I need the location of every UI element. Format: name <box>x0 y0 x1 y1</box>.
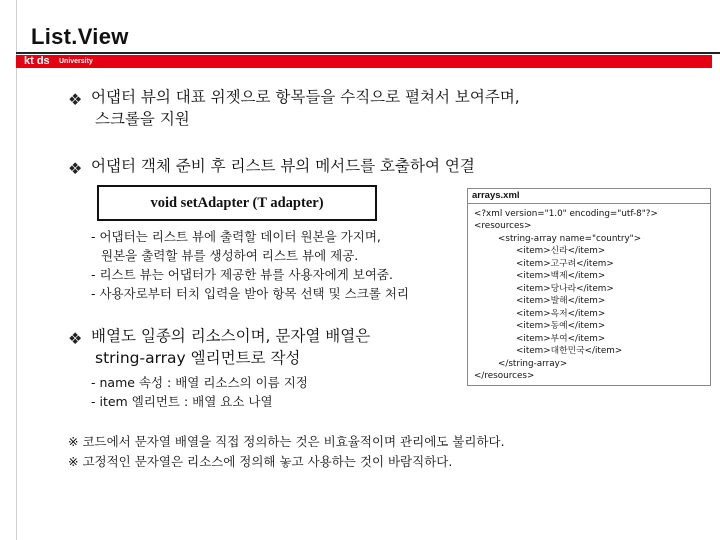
page-title: List.View <box>31 24 129 49</box>
method-signature-box <box>97 185 377 221</box>
adapter-note-2: 원본을 출력할 뷰를 생성하여 리스트 뷰에 제공. <box>101 248 359 263</box>
xml-code-panel <box>467 188 711 386</box>
diamond-bullet-icon: ❖ <box>68 90 83 109</box>
xml-title-divider <box>468 203 710 204</box>
logo-subtext: University <box>59 58 93 65</box>
xml-line: <item>고구려</item> <box>516 259 614 269</box>
xml-line: <item>옥저</item> <box>516 309 606 319</box>
bullet-1-line-2: 스크롤을 지원 <box>95 110 190 128</box>
left-margin-rule <box>16 0 17 540</box>
xml-line: <resources> <box>474 221 532 231</box>
xml-line: <item>동예</item> <box>516 321 606 331</box>
array-note-2: - item 엘리먼트 : 배열 요소 나열 <box>91 394 273 409</box>
bullet-3-line-2: string-array 엘리먼트로 작성 <box>95 349 301 367</box>
bullet-3-line-1: 배열도 일종의 리소스이며, 문자열 배열은 <box>91 327 371 345</box>
title-divider <box>16 52 720 54</box>
diamond-bullet-icon: ❖ <box>68 159 83 178</box>
footnote-1: ※ 코드에서 문자열 배열을 직접 정의하는 것은 비효율적이며 관리에도 불리하다. <box>68 434 505 449</box>
diamond-bullet-icon: ❖ <box>68 329 83 348</box>
xml-line: </resources> <box>474 371 535 381</box>
xml-file-name: arrays.xml <box>472 190 520 201</box>
adapter-note-3: - 리스트 뷰는 어댑터가 제공한 뷰를 사용자에게 보여줌. <box>91 267 393 282</box>
xml-line: <item>발해</item> <box>516 296 606 306</box>
adapter-note-4: - 사용자로부터 터치 입력을 받아 항목 선택 및 스크롤 처리 <box>91 286 409 301</box>
xml-line: <string-array name="country"> <box>498 234 642 244</box>
bullet-1-line-1: 어댑터 뷰의 대표 위젯으로 항목들을 수직으로 펼쳐서 보여주며, <box>91 88 520 106</box>
xml-line: <item>백제</item> <box>516 271 606 281</box>
array-note-1: - name 속성 : 배열 리소스의 이름 지정 <box>91 375 308 390</box>
logo-text: kt ds <box>24 55 50 67</box>
xml-line: <?xml version="1.0" encoding="utf-8"?> <box>474 209 658 219</box>
xml-line: <item>신라</item> <box>516 246 606 256</box>
adapter-note-1: - 어댑터는 리스트 뷰에 출력할 데이터 원본을 가지며, <box>91 229 381 244</box>
footnote-2: ※ 고정적인 문자열은 리소스에 정의해 놓고 사용하는 것이 바람직하다. <box>68 454 453 469</box>
xml-line: <item>당나라</item> <box>516 284 614 294</box>
method-signature: void setAdapter (T adapter) <box>150 194 324 211</box>
xml-line: </string-array> <box>498 359 568 369</box>
xml-line: <item>대한민국</item> <box>516 346 623 356</box>
brand-bar <box>16 55 712 68</box>
xml-line: <item>부여</item> <box>516 334 606 344</box>
bullet-2-line-1: 어댑터 객체 준비 후 리스트 뷰의 메서드를 호출하여 연결 <box>91 157 475 175</box>
